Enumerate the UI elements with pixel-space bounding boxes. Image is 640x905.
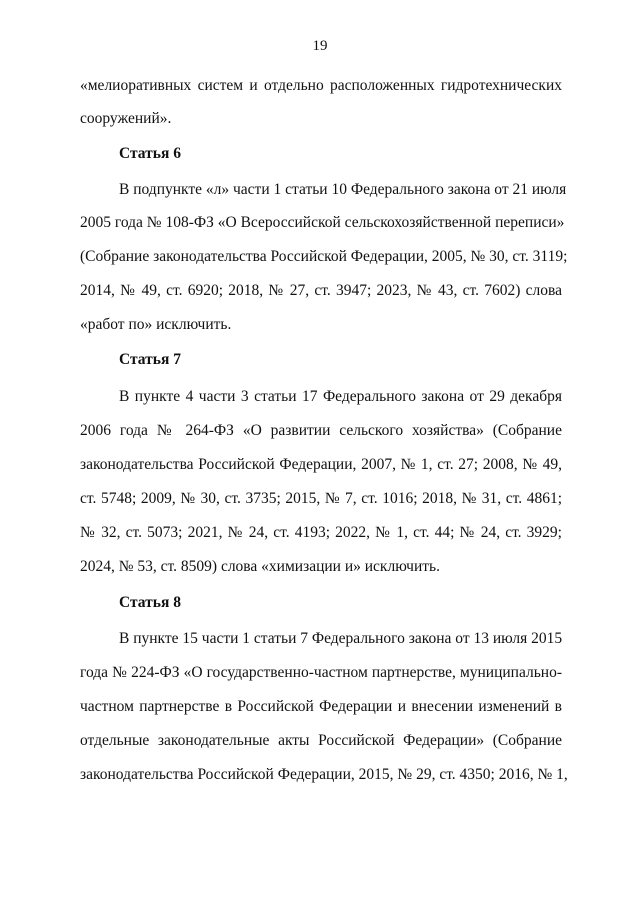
text-line: «работ по» исключить. bbox=[80, 316, 232, 333]
article-heading-6: Статья 6 bbox=[119, 145, 181, 162]
page-number: 19 bbox=[312, 38, 328, 54]
text-line: 2014, № 49, ст. 6920; 2018, № 27, ст. 3947; 2023, № 43, ст. 7602) слова bbox=[80, 282, 562, 299]
text-line: № 32, ст. 5073; 2021, № 24, ст. 4193; 2022, № 1, ст. 44; № 24, ст. 3929; bbox=[80, 524, 562, 541]
text-line: 2006 года № 264-ФЗ «О развитии сельского хозяйства» (Собрание bbox=[80, 422, 562, 439]
text-line: ст. 5748; 2009, № 30, ст. 3735; 2015, № 7, ст. 1016; 2018, № 31, ст. 4861; bbox=[80, 490, 562, 507]
article-heading-7: Статья 7 bbox=[119, 351, 181, 368]
text-line: года № 224-ФЗ «О государственно-частном партнерстве, муниципально- bbox=[80, 664, 562, 681]
text-line: В пункте 4 части 3 статьи 17 Федерального закона от 29 декабря bbox=[119, 388, 562, 405]
text-line: (Собрание законодательства Российской Федерации, 2005, № 30, ст. 3119; bbox=[80, 248, 568, 265]
text-line: законодательства Российской Федерации, 2015, № 29, ст. 4350; 2016, № 1, bbox=[80, 766, 568, 783]
article-heading-8: Статья 8 bbox=[119, 594, 181, 611]
text-line: отдельные законодательные акты Российской Федерации» (Собрание bbox=[80, 732, 562, 749]
text-line: законодательства Российской Федерации, 2007, № 1, ст. 27; 2008, № 49, bbox=[80, 456, 562, 473]
text-line: В подпункте «л» части 1 статьи 10 Федерального закона от 21 июля bbox=[119, 181, 567, 198]
text-line: 2005 года № 108-ФЗ «О Всероссийской сельскохозяйственной переписи» bbox=[80, 214, 565, 231]
text-line: В пункте 15 части 1 статьи 7 Федерального закона от 13 июля 2015 bbox=[119, 630, 563, 647]
text-line: «мелиоративных систем и отдельно расположенных гидротехнических bbox=[80, 77, 562, 94]
text-line: 2024, № 53, ст. 8509) слова «химизации и» исключить. bbox=[80, 558, 440, 575]
text-line: сооружений». bbox=[80, 110, 172, 127]
text-line: частном партнерстве в Российской Федерации и внесении изменений в bbox=[80, 698, 562, 715]
